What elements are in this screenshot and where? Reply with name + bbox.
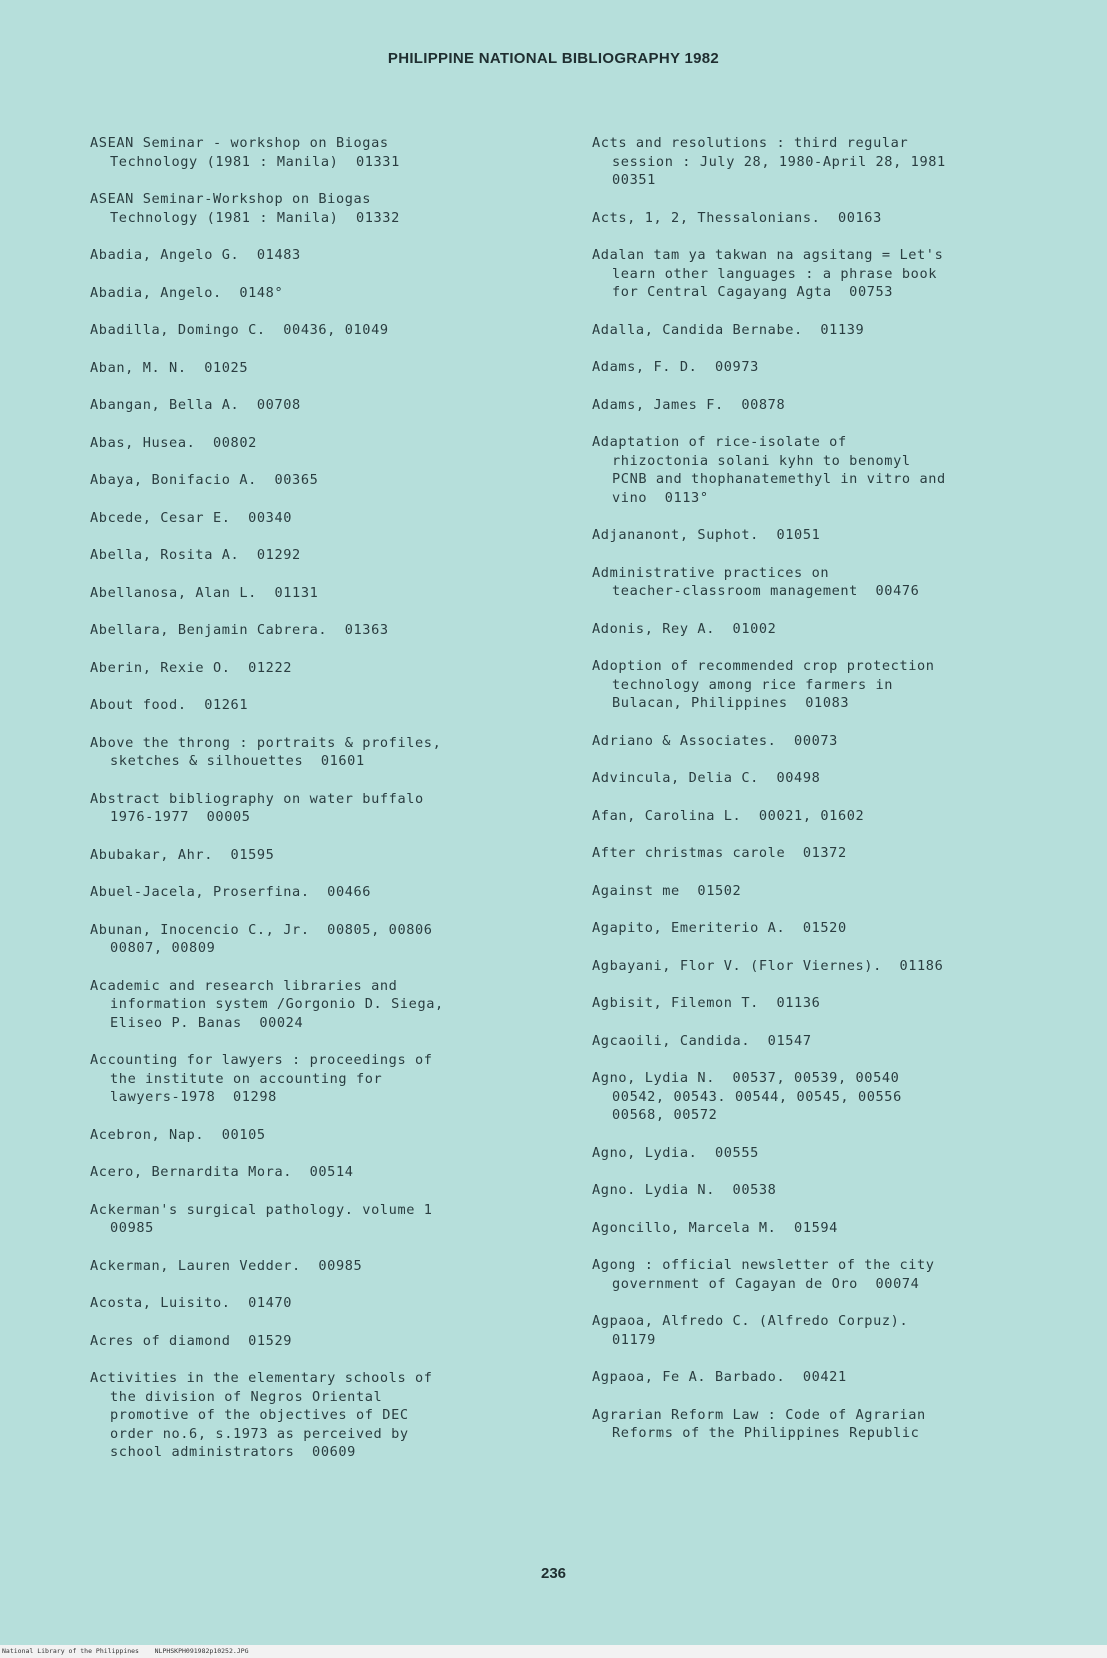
index-entry: Acebron, Nap. 00105	[90, 1126, 266, 1143]
index-entry: Acts and resolutions : third regular session : July 28, 1980-April 28, 1981 00351	[592, 135, 946, 188]
left-column	[90, 134, 560, 1481]
index-entry: Adalla, Candida Bernabe. 01139	[592, 321, 865, 338]
index-entry: Agcaoili, Candida. 01547	[592, 1032, 812, 1049]
index-entry: Agbisit, Filemon T. 01136	[592, 995, 821, 1011]
index-entry: Activities in the elementary schools of the division of Negros Oriental promotive of the objectives of DEC order no.6, s.1973 as perceived by school administrators 00609	[90, 1370, 433, 1460]
index-entry: Acosta, Luisito. 01470	[90, 1295, 293, 1311]
index-entry: Agapito, Emeriterio A. 01520	[592, 920, 847, 936]
index-entry: Agno, Lydia N. 00537, 00539, 00540 00542, 00543. 00544, 00545, 00556 00568, 00572	[592, 1070, 902, 1123]
index-entry: About food. 01261	[90, 697, 249, 713]
index-entry: Agong : official newsletter of the city government of Cagayan de Oro 00074	[592, 1257, 935, 1292]
index-entry: Agpaoa, Alfredo C. (Alfredo Corpuz). 01179	[592, 1313, 909, 1348]
index-entry: Adalan tam ya takwan na agsitang = Let's learn other languages : a phrase book for Central Cagayang Agta 00753	[592, 247, 944, 300]
index-entry: Abadia, Angelo. 0148°	[90, 284, 284, 301]
index-entry: Abellanosa, Alan L. 01131	[90, 584, 319, 601]
index-entry: Agbayani, Flor V. (Flor Viernes). 01186	[592, 957, 944, 974]
index-entry: Adonis, Rey A. 01002	[592, 620, 777, 637]
page-title: PHILIPPINE NATIONAL BIBLIOGRAPHY 1982	[387, 50, 720, 67]
index-entry: Agno. Lydia N. 00538	[592, 1182, 777, 1198]
index-entry: Abadilla, Domingo C. 00436, 01049	[90, 322, 389, 338]
index-entry: After christmas carole 01372	[592, 845, 847, 861]
scan-footer: National Library of the Philippines NLPHSKPH091982p10252.JPG	[0, 1645, 1107, 1658]
index-entry: Acts, 1, 2, Thessalonians. 00163	[592, 209, 882, 226]
index-entry: Agpaoa, Fe A. Barbado. 00421	[592, 1369, 847, 1385]
index-entry: Against me 01502	[592, 882, 742, 899]
index-entry: Adams, F. D. 00973	[592, 359, 759, 375]
index-entry: Abunan, Inocencio C., Jr. 00805, 00806 00807, 00809	[90, 921, 433, 956]
index-entry: Advincula, Delia C. 00498	[592, 770, 821, 786]
index-entry: Abaya, Bonifacio A. 00365	[90, 472, 319, 488]
page-number: 236	[540, 1565, 567, 1582]
index-entry: Adjananont, Suphot. 01051	[592, 527, 821, 543]
index-entry: Adaptation of rice-isolate of rhizoctonia solani kyhn to benomyl PCNB and thophanatemethyl in vitro and vino 0113°	[592, 434, 946, 506]
index-entry: Aban, M. N. 01025	[90, 359, 249, 376]
index-entry: ASEAN Seminar-Workshop on Biogas Technology (1981 : Manila) 01332	[90, 191, 400, 226]
index-entry: Academic and research libraries and information system /Gorgonio D. Siega, Eliseo P. Banas 00024	[90, 977, 444, 1031]
index-entry: Ackerman, Lauren Vedder. 00985	[90, 1257, 363, 1274]
index-entry: Accounting for lawyers : proceedings of the institute on accounting for lawyers-1978 01298	[90, 1052, 433, 1105]
index-entry: Administrative practices on teacher-classroom management 00476	[592, 564, 920, 599]
index-entry: Acero, Bernardita Mora. 00514	[90, 1164, 354, 1180]
index-entry: Abstract bibliography on water buffalo 1976-1977 00005	[90, 790, 424, 825]
right-column	[592, 134, 1062, 1462]
index-entry: Abella, Rosita A. 01292	[90, 547, 301, 563]
index-entry: Adams, James F. 00878	[592, 396, 786, 413]
index-entry: Acres of diamond 01529	[90, 1332, 293, 1349]
index-entry: Aberin, Rexie O. 01222	[90, 659, 293, 676]
index-entry: Agoncillo, Marcela M. 01594	[592, 1219, 838, 1236]
index-entry: Adoption of recommended crop protection technology among rice farmers in Bulacan, Philippines 01083	[592, 658, 935, 711]
index-entry: Adriano & Associates. 00073	[592, 732, 838, 749]
index-entry: Ackerman's surgical pathology. volume 1 00985	[90, 1201, 433, 1236]
index-entry: Abuel-Jacela, Proserfina. 00466	[90, 884, 372, 900]
index-entry: ASEAN Seminar - workshop on Biogas Technology (1981 : Manila) 01331	[90, 135, 400, 170]
index-entry: Afan, Carolina L. 00021, 01602	[592, 807, 865, 824]
index-entry: Abadia, Angelo G. 01483	[90, 247, 301, 263]
index-entry: Abas, Husea. 00802	[90, 434, 257, 451]
index-entry: Abubakar, Ahr. 01595	[90, 846, 275, 863]
index-entry: Abangan, Bella A. 00708	[90, 397, 301, 413]
index-entry: Abcede, Cesar E. 00340	[90, 509, 293, 526]
index-entry: Agno, Lydia. 00555	[592, 1144, 759, 1161]
index-entry: Agrarian Reform Law : Code of Agrarian Reforms of the Philippines Republic	[592, 1406, 926, 1441]
index-entry: Above the throng : portraits & profiles, sketches & silhouettes 01601	[90, 734, 442, 769]
index-entry: Abellara, Benjamin Cabrera. 01363	[90, 622, 389, 638]
